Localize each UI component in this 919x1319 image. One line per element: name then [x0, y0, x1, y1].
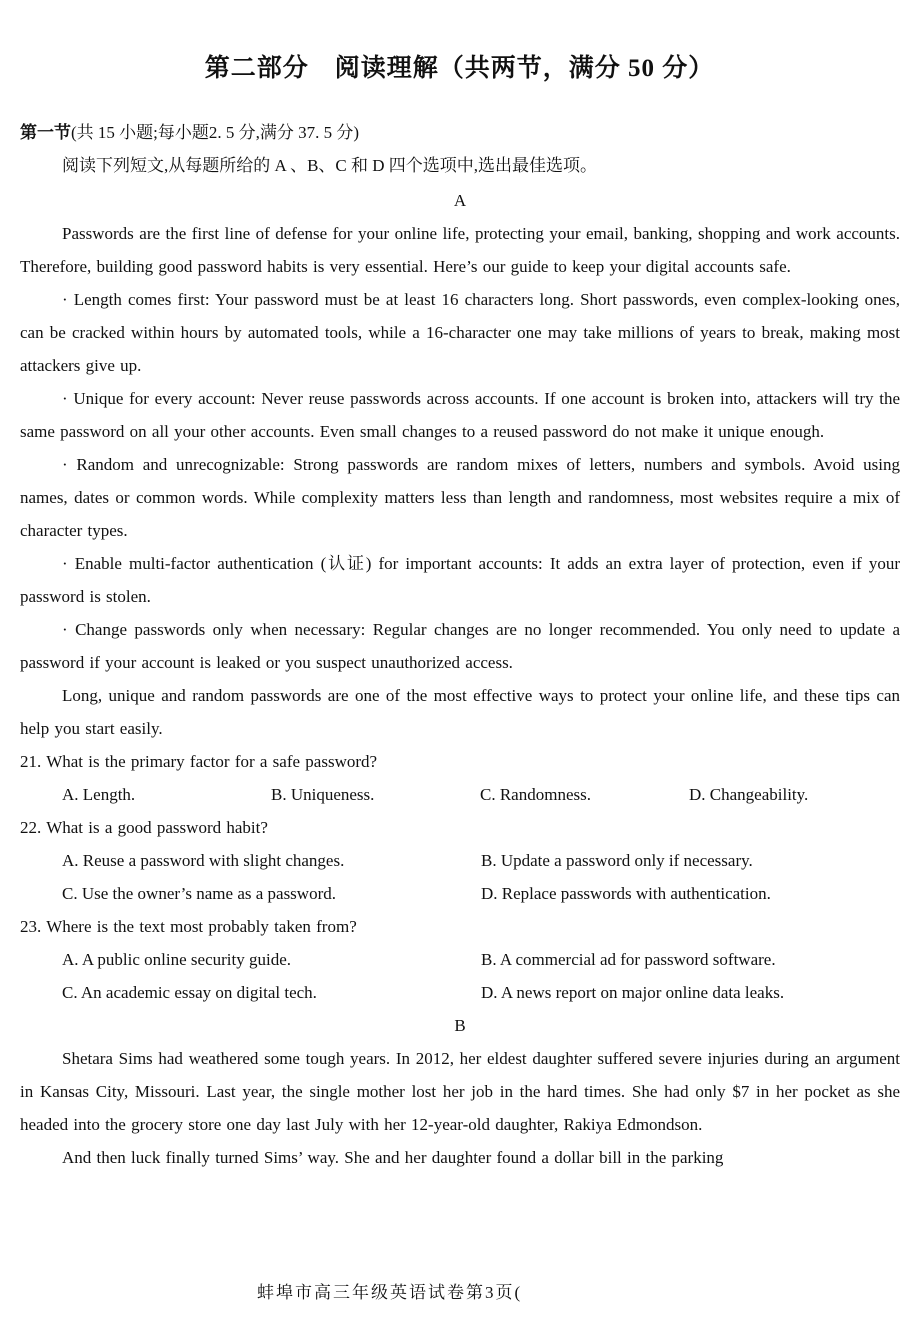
- option: C. Randomness.: [480, 785, 591, 804]
- section-heading: [20, 118, 359, 143]
- paragraph: Long, unique and random passwords are one of the most effective ways to protect your online life, and these tips can help you start easily.: [20, 686, 900, 738]
- option: A. Reuse a password with slight changes.: [62, 851, 345, 870]
- option: D. Replace passwords with authentication.: [481, 884, 771, 903]
- paragraph: And then luck finally turned Sims’ way. She and her daughter found a dollar bill in the parking: [62, 1148, 724, 1167]
- passage-a-heading: A: [453, 191, 467, 210]
- option: B. A commercial ad for password software.: [481, 950, 776, 969]
- paragraph: Passwords are the first line of defense for your online life, protecting your email, banking, shopping and work accounts. Therefore, building good password habits is very essential. Here’s our guide to keep your digital accounts safe.: [20, 224, 900, 276]
- question-21: 21. What is the primary factor for a safe password?: [20, 752, 378, 771]
- page-title: 第二部分 阅读理解（共两节，满分 50 分）: [204, 55, 715, 82]
- passage-b-heading: B: [454, 1016, 466, 1035]
- question-23: 23. Where is the text most probably taken from?: [20, 917, 357, 936]
- paragraph: · Random and unrecognizable: Strong passwords are random mixes of letters, numbers and symbols. Avoid using names, dates or common words. While complexity matters less than length and randomness, most websites require a mix of character types.: [20, 455, 900, 540]
- option: A. A public online security guide.: [62, 950, 291, 969]
- option: D. A news report on major online data leaks.: [481, 983, 785, 1002]
- paragraph: Shetara Sims had weathered some tough years. In 2012, her eldest daughter suffered severe injuries during an argument in Kansas City, Missouri. Last year, the single mother lost her job in the hard times. She had only $7 in her pocket as she headed into the grocery store one day last July with her 12-year-old daughter, Rakiya Edmondson.: [20, 1049, 900, 1134]
- option: C. Use the owner’s name as a password.: [62, 884, 336, 903]
- instructions: 阅读下列短文,从每题所给的 A 、B、C 和 D 四个选项中,选出最佳选项。: [62, 156, 598, 175]
- option: A. Length.: [62, 785, 136, 804]
- reading-content: [20, 184, 900, 1174]
- section-scoring: (共 15 小题;每小题2. 5 分,满分 37. 5 分): [71, 123, 360, 142]
- paragraph: · Length comes first: Your password must be at least 16 characters long. Short passwords, even complex-looking ones, can be cracked within hours by automated tools, while a 16-character one may take millions of years to break, making most attackers give up.: [20, 290, 900, 375]
- option: B. Update a password only if necessary.: [481, 851, 753, 870]
- option: D. Changeability.: [689, 785, 809, 804]
- question-22-options: [20, 844, 900, 910]
- paragraph: · Unique for every account: Never reuse passwords across accounts. If one account is broken into, attackers will try the same password on all your other accounts. Even small changes to a reused password do not make it unique enough.: [20, 389, 900, 441]
- section-label: 第一节: [20, 123, 71, 142]
- question-22: 22. What is a good password habit?: [20, 818, 268, 837]
- paragraph: · Enable multi-factor authentication (认证) for important accounts: It adds an extra layer of protection, even if your password is stolen.: [20, 554, 900, 606]
- question-23-options: [20, 943, 900, 1009]
- option: B. Uniqueness.: [271, 785, 375, 804]
- paragraph: · Change passwords only when necessary: Regular changes are no longer recommended. You only need to update a password if your account is leaked or you suspect unauthorized access.: [20, 620, 900, 672]
- question-21-options: [20, 778, 900, 811]
- option: C. An academic essay on digital tech.: [62, 983, 317, 1002]
- page-footer: 蚌埠市高三年级英语试卷第3页(: [257, 1283, 523, 1302]
